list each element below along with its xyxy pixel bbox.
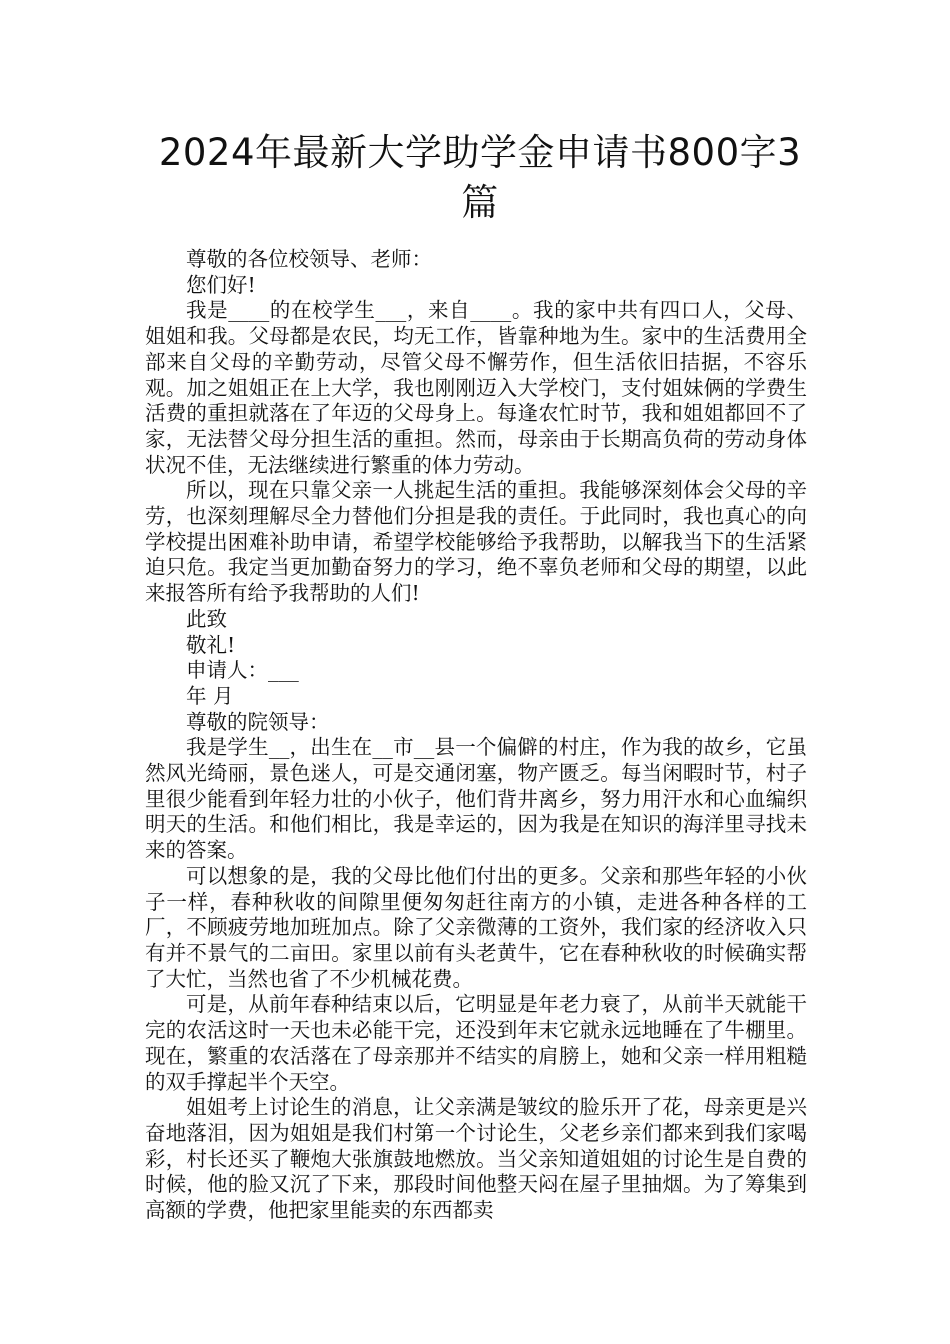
body-paragraph: 可是，从前年春种结束以后，它明显是年老力衰了，从前半天就能干完的农活这时一天也未必能干完，还没到年末它就永远地睡在了牛棚里。现在，繁重的农活落在了母亲那并不结实的肩膀上，她和父亲一样用粗糙的双手撑起半个天空。 <box>145 992 807 1094</box>
document-body <box>145 247 807 1224</box>
salutation: 尊敬的院领导： <box>186 709 330 734</box>
date-line: 年 月 <box>186 683 234 708</box>
closing-line: 此致 <box>186 606 227 631</box>
document-title: 2024年最新大学助学金申请书800字3篇 <box>158 131 802 224</box>
salutation: 尊敬的各位校领导、老师： <box>186 247 432 271</box>
body-paragraph: 可以想象的是，我的父母比他们付出的更多。父亲和那些年轻的小伙子一样，春种秋收的间隙里便匆匆赶往南方的小镇，走进各种各样的工厂，不顾疲劳地加班加点。除了父亲微薄的工资外，我们家的经济收入只有并不景气的二亩田。家里以前有头老黄牛，它在春种秋收的时候确实帮了大忙，当然也省了不少机械花费。 <box>145 863 807 991</box>
closing-line: 敬礼! <box>186 632 236 657</box>
body-paragraph: 姐姐考上讨论生的消息，让父亲满是皱纹的脸乐开了花，母亲更是兴奋地落泪，因为姐姐是我们村第一个讨论生，父老乡亲们都来到我们家喝彩，村长还买了鞭炮大张旗鼓地燃放。当父亲知道姐姐的讨论生是自费的时候，他的脸又沉了下来，那段时间他整天闷在屋子里抽烟。为了筹集到高额的学费，他把家里能卖的东西都卖 <box>145 1095 807 1223</box>
greeting: 您们好! <box>186 272 256 297</box>
applicant-line: 申请人：___ <box>186 658 299 683</box>
body-paragraph: 我是学生__，出生在__市__县一个偏僻的村庄，作为我的故乡，它虽然风光绮丽，景色迷人，可是交通闭塞，物产匮乏。每当闲暇时节，村子里很少能看到年轻力壮的小伙子，他们背井离乡，努力用汗水和心血编织明天的生活。和他们相比，我是幸运的，因为我是在知识的海洋里寻找未来的答案。 <box>145 735 807 863</box>
body-paragraph: 所以，现在只靠父亲一人挑起生活的重担。我能够深刻体会父母的辛劳，也深刻理解尽全力替他们分担是我的责任。于此同时，我也真心的向学校提出困难补助申请，希望学校能够给予我帮助，以解我当下的生活紧迫只危。我定当更加勤奋努力的学习，绝不辜负老师和父母的期望，以此来报答所有给予我帮助的人们! <box>145 478 807 606</box>
body-paragraph: 我是____的在校学生___，来自____。我的家中共有四口人，父母、姐姐和我。父母都是农民，均无工作，皆靠种地为生。家中的生活费用全部来自父母的辛勤劳动，尽管父母不懈劳作，但生活依旧拮据，不容乐观。加之姐姐正在上大学，我也刚刚迈入大学校门，支付姐妹俩的学费生活费的重担就落在了年迈的父母身上。每逢农忙时节，我和姐姐都回不了家，无法替父母分担生活的重担。然而，母亲由于长期高负荷的劳动身体状况不佳，无法继续进行繁重的体力劳动。 <box>145 298 807 477</box>
